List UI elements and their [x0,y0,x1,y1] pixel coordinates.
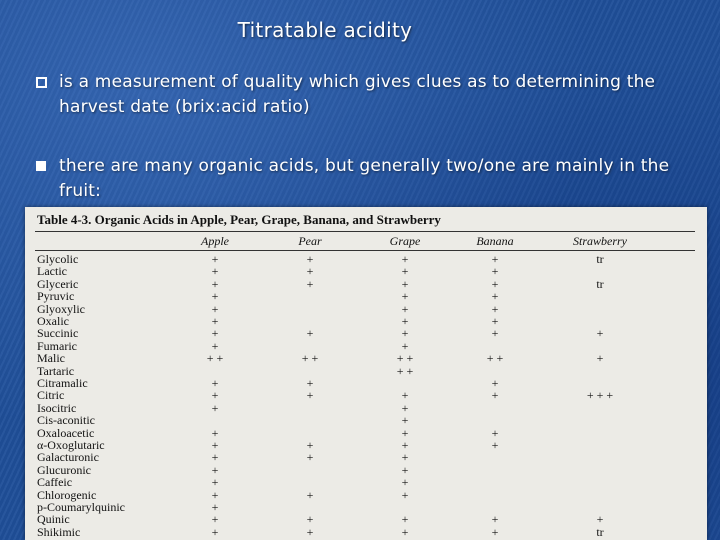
table-cell: + [211,264,219,279]
table-row-label: Malic [37,351,65,366]
table-cell: + [211,475,219,490]
table-cell: + [401,475,409,490]
table-cell: + [211,450,219,465]
bullet-item [34,154,674,204]
table-cell: + [401,276,409,291]
table-cell: + [491,524,499,539]
table-cell: + [211,512,219,527]
table-cell: + [401,252,409,266]
table-row-label: Glyceric [37,276,79,291]
table-cell: + [491,301,499,316]
table-cell: + [401,289,409,304]
table-row-label: Caffeic [37,475,73,490]
table-cell: + [491,314,499,328]
table-column-header: Pear [298,234,322,248]
table-header-rule [35,250,695,251]
table-cell: + + [486,351,504,366]
table-cell: + [401,264,409,279]
table-cell: + [211,338,219,353]
table-column-header: Banana [476,234,514,248]
table-row-label: Glyoxylic [37,301,85,316]
table-cell: + [491,438,499,452]
table-cell: + [401,438,409,452]
table-cell: + [306,252,314,266]
table-row-label: Oxaloacetic [37,425,95,440]
table-cell: + [211,388,219,403]
table-cell: + + [301,351,319,366]
table-cell: + [306,487,314,502]
table-row-label: α-Oxoglutaric [37,438,105,452]
table-cell: + + + [586,388,614,403]
table-cell: + [211,487,219,502]
table-row-label: Chlorogenic [37,487,97,502]
table-row-label: Tartaric [37,363,75,378]
table-cell: + [211,500,219,514]
table-cell: + [401,400,409,415]
table-row-label: Glycolic [37,252,79,266]
bullet-text: there are many organic acids, but generally two/one are mainly in the fruit: [59,156,670,201]
table-cell: + + [396,351,414,366]
table-cell: + [491,276,499,291]
table-cell: + [596,351,604,366]
table-row-label: Shikimic [37,524,81,539]
table-row-label: Quinic [37,512,70,527]
table-cell: + [401,462,409,477]
table-row-label: Fumaric [37,338,77,353]
table-cell: + [306,388,314,403]
table-cell: + [491,264,499,279]
table-row-label: p-Coumarylquinic [37,500,125,514]
table-row-label: Galacturonic [37,450,99,465]
table-cell: + [306,276,314,291]
bullet-list [34,70,674,204]
table-cell: + [211,425,219,440]
table-cell: + [491,425,499,440]
table-cell: + [401,450,409,465]
table-cell: + [491,289,499,304]
table-row-label: Citramalic [37,376,88,390]
table-cell: + [211,326,219,341]
table-cell: + + [396,363,414,378]
table-cell: + [211,524,219,539]
table-cell: + [401,512,409,527]
table-row-label: Citric [37,388,65,403]
table-cell: + [306,524,314,539]
table-row-label: Glucuronic [37,462,91,477]
slide-title: Titratable acidity [237,18,413,42]
table-cell: + [211,462,219,477]
table-cell: + [491,512,499,527]
table-row-label: Oxalic [37,314,69,328]
table-cell: + [211,301,219,316]
table-cell: + [401,425,409,440]
table-row-label: Cis-aconitic [37,413,95,428]
table-cell: + [596,512,604,527]
table-cell: + [211,438,219,452]
table-cell: + [401,413,409,428]
table-cell: + [211,400,219,415]
table-cell: + [401,524,409,539]
table-cell: + [491,376,499,390]
hollow-square-bullet-icon [36,77,47,88]
table-cell: + [211,314,219,328]
table-cell: + [491,388,499,403]
table-cell: + [306,438,314,452]
table-cell: + [491,252,499,266]
table-column-header: Strawberry [573,234,627,248]
table-row-label: Succinic [37,326,79,341]
table-cell: + [401,301,409,316]
table-column-header: Apple [201,234,229,248]
bullet-item [34,70,674,120]
table-cell: + [306,512,314,527]
table-cell: + [306,450,314,465]
table-cell: + [211,289,219,304]
table-cell: + [401,338,409,353]
table-cell: + [401,326,409,341]
table-cell: + [211,276,219,291]
table-cell: tr [596,252,604,266]
table-cell: + [211,376,219,390]
table-cell: + [401,388,409,403]
table-cell: + [306,376,314,390]
table-column-header: Grape [389,234,421,248]
table-cell: + [306,326,314,341]
table-cell: + + [206,351,224,366]
table-cell: tr [596,276,604,291]
table-cell: + [401,314,409,328]
table-cell: + [401,487,409,502]
table-caption: Table 4-3. Organic Acids in Apple, Pear, Grape, Banana, and Strawberry [37,212,441,227]
table-row-label: Isocitric [37,400,77,415]
organic-acids-table-image [25,207,707,540]
table-row-label: Pyruvic [37,289,75,304]
table-cell: tr [596,524,604,539]
bullet-text: is a measurement of quality which gives clues as to determining the harvest date (brix:acid ratio) [59,72,656,117]
table-row-label: Lactic [37,264,67,279]
table-top-rule [35,231,695,232]
table-cell: + [306,264,314,279]
table-cell: + [596,326,604,341]
table-cell: + [491,326,499,341]
table-cell: + [211,252,219,266]
solid-square-bullet-icon [36,161,46,171]
